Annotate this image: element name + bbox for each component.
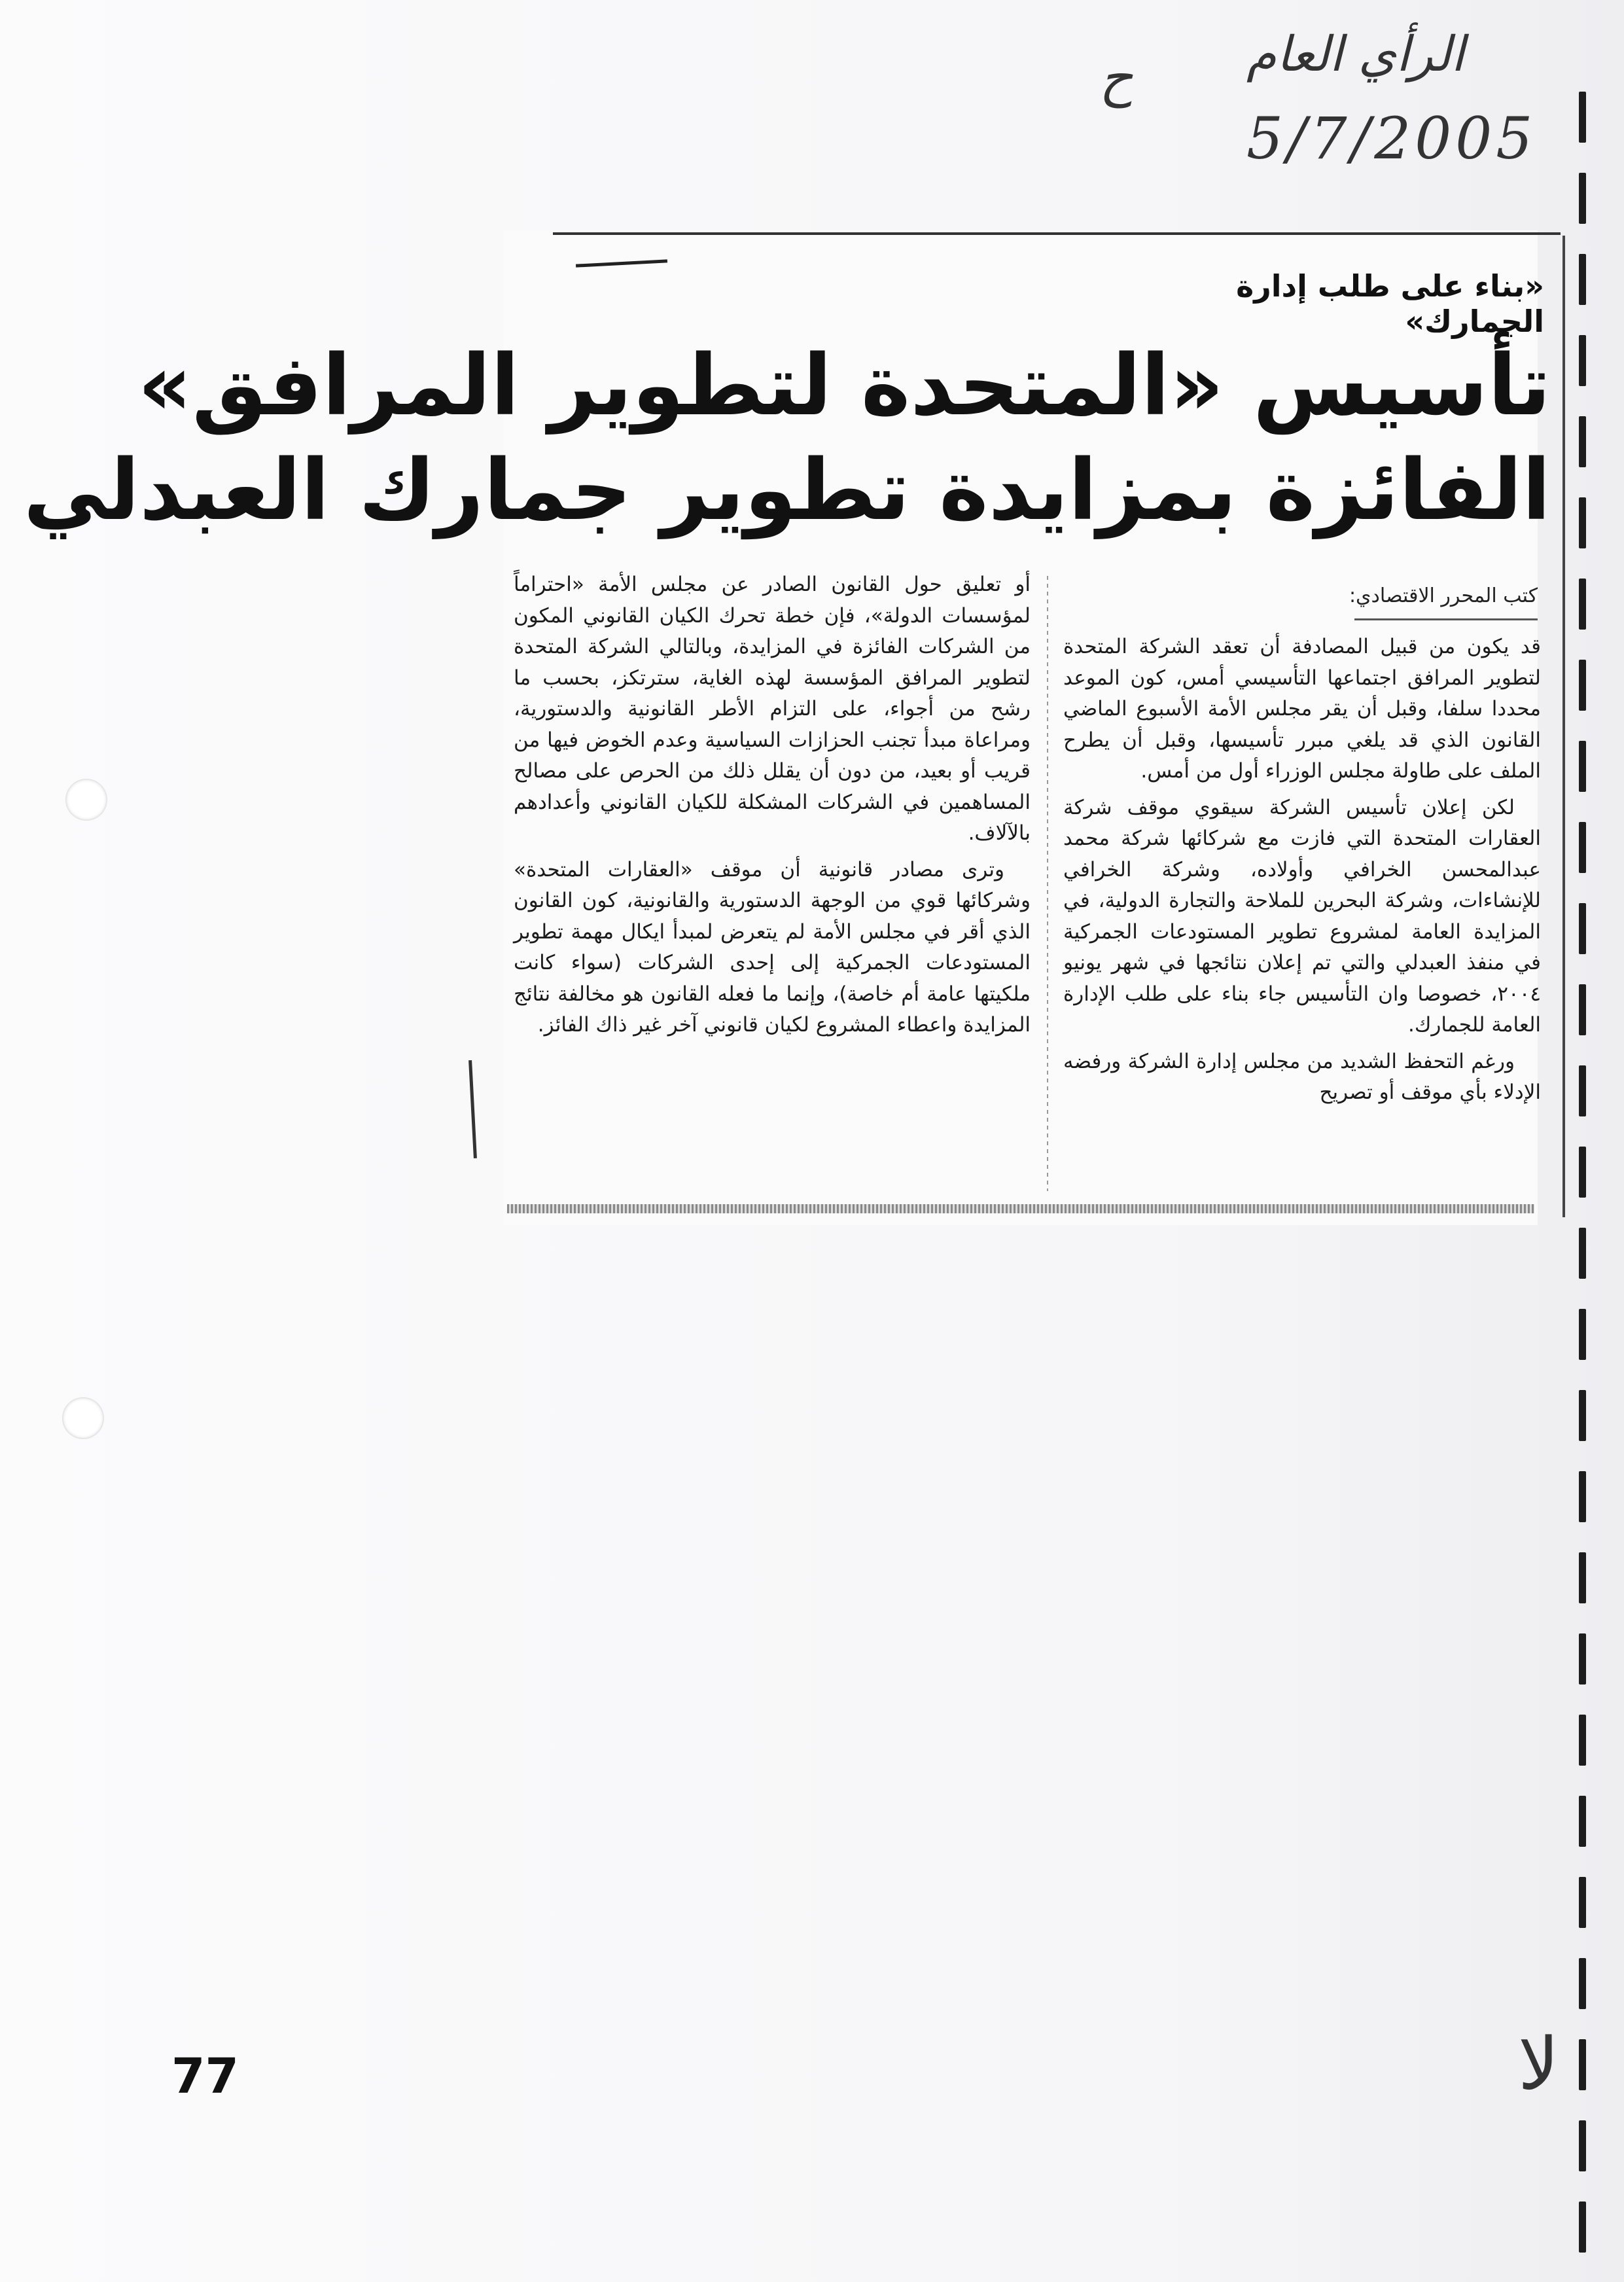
paragraph: وترى مصادر قانونية أن موقف «العقارات المتحدة» وشركائها قوي من الوجهة الدستورية والقانونية، كون القانون الذي أقر في مجلس الأمة لم يتعرض لمبدأ ايكال مهمة تطوير المستودعات الجمركية إلى إحدى الشركات (سواء كانت ملكيتها عامة أم خاصة)، وإنما ما فعله القانون هو مخالفة نتائج المزايدة واعطاء المشروع لكيان قانوني آخر غير ذاك الفائز. — [514, 857, 1031, 1037]
binder-tick — [1579, 741, 1586, 792]
binder-tick — [1579, 1958, 1586, 2009]
binder-tick — [1579, 497, 1586, 548]
handwritten-source: الرأي العام — [1246, 26, 1465, 82]
punch-hole-icon — [62, 1397, 104, 1439]
binder-tick — [1579, 416, 1586, 467]
binder-tick — [1579, 903, 1586, 954]
byline-rule — [1354, 618, 1538, 620]
article-byline: كتب المحرر الاقتصادي: — [1349, 584, 1538, 607]
binder-tick — [1579, 1390, 1586, 1441]
article-column-right — [1063, 632, 1541, 1114]
column-divider — [1047, 576, 1048, 1191]
punch-hole-icon — [65, 779, 107, 821]
binder-tick — [1579, 173, 1586, 224]
binder-tick — [1579, 2120, 1586, 2171]
binder-tick — [1579, 2202, 1586, 2253]
binder-tick — [1579, 1147, 1586, 1198]
binder-tick — [1579, 1796, 1586, 1847]
binder-tick — [1579, 1065, 1586, 1116]
binder-tick — [1579, 822, 1586, 873]
clipping-right-rule — [1562, 236, 1565, 1217]
binder-tick — [1579, 2039, 1586, 2090]
clipping-bottom-edge — [507, 1204, 1534, 1213]
binder-tick — [1579, 1877, 1586, 1928]
binder-tick — [1579, 1309, 1586, 1360]
binder-tick — [1579, 92, 1586, 143]
binder-tick — [1579, 579, 1586, 630]
binder-tick — [1579, 984, 1586, 1035]
binder-tick — [1579, 1715, 1586, 1766]
binder-tick — [1579, 335, 1586, 386]
page-number: 77 — [171, 2048, 239, 2105]
binder-tick — [1579, 1633, 1586, 1685]
binder-tick — [1579, 1552, 1586, 1603]
article-headline-line-1: تأسيس «المتحدة لتطوير المرافق» — [137, 337, 1551, 435]
paragraph: لكن إعلان تأسيس الشركة سيقوي موقف شركة العقارات المتحدة التي فازت مع شركائها شركة محمد عبدالمحسن الخرافي وأولاده، وشركة الخرافي للإنشاءات، وشركة البحرين للملاحة والتجارة الدولية، في المزايدة العامة لمشروع تطوير المستودعات الجمركية في منفذ العبدلي والتي تم إعلان نتائجها في شهر يونيو ٢٠٠٤، خصوصا وان التأسيس جاء بناء على طلب الإدارة العامة للجمارك. — [1063, 795, 1541, 1037]
binder-tick — [1579, 254, 1586, 305]
paragraph: قد يكون من قبيل المصادفة أن تعقد الشركة المتحدة لتطوير المرافق اجتماعها التأسيسي أمس، كون الموعد محددا سلفا، وقبل أن يقر مجلس الأمة الأسبوع الماضي القانون الذي قد يلغي مبرر تأسيسها، وقبل أن يطرح الملف على طاولة مجلس الوزراء أول من أمس. — [1063, 635, 1541, 783]
handwritten-date: 5/7/2005 — [1246, 105, 1537, 172]
clipping-top-rule — [553, 232, 1561, 235]
handwritten-squiggle: لا — [1518, 2022, 1559, 2106]
binder-tick — [1579, 1471, 1586, 1522]
binder-tick — [1579, 1228, 1586, 1279]
binder-edge — [1574, 92, 1600, 2277]
article-kicker: «بناء على طلب إدارة الجمارك» — [1236, 268, 1544, 339]
handwritten-mark: ح — [1099, 47, 1133, 108]
article-column-left — [514, 569, 1031, 1046]
article-headline-line-2: الفائزة بمزايدة تطوير جمارك العبدلي — [23, 442, 1551, 539]
binder-tick — [1579, 660, 1586, 711]
paragraph: ورغم التحفظ الشديد من مجلس إدارة الشركة ورفضه الإدلاء بأي موقف أو تصريح — [1063, 1049, 1541, 1104]
paragraph: أو تعليق حول القانون الصادر عن مجلس الأمة «احتراماً لمؤسسات الدولة»، فإن خطة تحرك الكيان القانوني المكون من الشركات الفائزة في المزايدة، وبالتالي الشركة المتحدة لتطوير المرافق المؤسسة لهذه الغاية، سترتكز، بحسب ما رشح من أجواء، على التزام الأطر القانونية والدستورية، ومراعاة مبدأ تجنب الحزازات السياسية وعدم الخوض فيها من قريب أو بعيد، من دون أن يقلل ذلك من الحرص على مصالح المساهمين في الشركات المشكلة للكيان القانوني وأعدادهم بالآلاف. — [514, 573, 1031, 845]
